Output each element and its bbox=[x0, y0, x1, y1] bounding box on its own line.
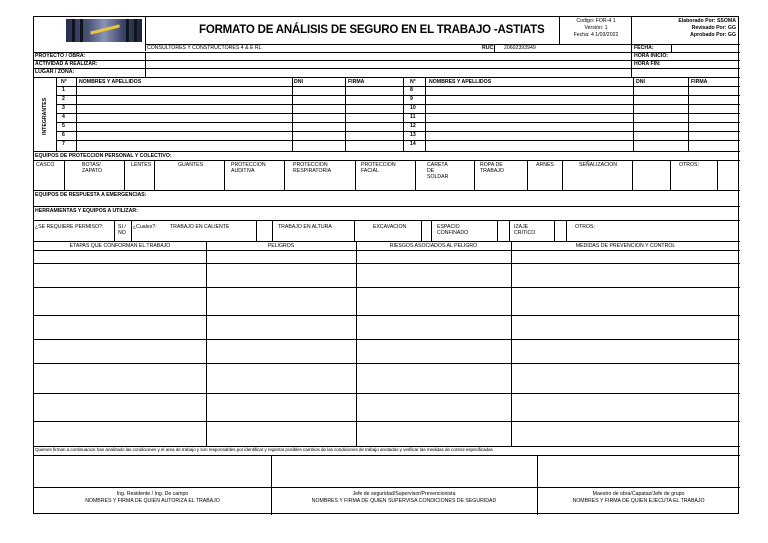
ppe-item: GUANTES bbox=[178, 162, 204, 168]
ppe-item: OTROS: bbox=[679, 162, 699, 168]
ppe-item: BOTAS/ ZAPATO bbox=[82, 162, 102, 174]
col-names-left: NOMBRES Y APELLIDOS bbox=[79, 79, 142, 85]
members-side-label: INTEGRANTES bbox=[42, 97, 48, 135]
permit-confined: ESPACIO CONFINADO bbox=[437, 224, 469, 236]
row-num: 8 bbox=[410, 87, 413, 93]
permit-excavation: EXCAVACION bbox=[373, 224, 407, 230]
row-num: 4 bbox=[62, 114, 65, 120]
ppe-title: EQUIPOS DE PROTECCION PERSONAL Y COLECTIVO: bbox=[35, 153, 172, 159]
ppe-item: PROTECCION AUDITIVA bbox=[231, 162, 266, 174]
permit-yes-no: SI / NO bbox=[118, 224, 126, 236]
row-num: 14 bbox=[410, 141, 416, 147]
form-version: Versión: 1 bbox=[584, 25, 608, 31]
row-num: 12 bbox=[410, 123, 416, 129]
col-sign-right: FIRMA bbox=[691, 79, 708, 85]
row-num: 3 bbox=[62, 105, 65, 111]
ats-form-sheet bbox=[33, 16, 739, 514]
row-num: 7 bbox=[62, 141, 65, 147]
col-measures: MEDIDAS DE PREVENCION Y CONTROL bbox=[575, 243, 676, 249]
made-by: Elaborado Por: SSOMA bbox=[678, 18, 736, 24]
col-names-right: NOMBRES Y APELLIDOS bbox=[429, 79, 492, 85]
sig3-caption: NOMBRES Y FIRMA DE QUIEN EJECUTA EL TRABAJO bbox=[572, 498, 705, 504]
row-num: 11 bbox=[410, 114, 416, 120]
tools-label: HERRAMIENTAS Y EQUIPOS A UTILIZAR: bbox=[35, 208, 138, 214]
col-hazards: PELIGROS bbox=[267, 243, 295, 249]
permit-others: OTROS: bbox=[575, 224, 595, 230]
project-label: PROYECTO / OBRA: bbox=[35, 53, 86, 59]
col-num-left: N° bbox=[61, 79, 67, 85]
ruc-label: RUC: bbox=[482, 45, 495, 51]
permit-which: ¿Cuales?: bbox=[133, 224, 157, 230]
ppe-item: PROTECCION RESPIRATORIA bbox=[293, 162, 332, 174]
ruc-value: 20602393949 bbox=[504, 45, 536, 51]
activity-label: ACTIVIDAD A REALIZAR: bbox=[35, 61, 98, 67]
ppe-item: ROPA DE TRABAJO bbox=[480, 162, 504, 174]
col-dni-left: DNI bbox=[294, 79, 303, 85]
end-time-label: HORA FIN: bbox=[634, 61, 661, 67]
ppe-item: SEÑALIZACION bbox=[579, 162, 618, 168]
reviewed-by: Revisado Por: GG bbox=[691, 25, 736, 31]
col-dni-right: DNI bbox=[636, 79, 645, 85]
row-num: 1 bbox=[62, 87, 65, 93]
ppe-item: LENTES bbox=[131, 162, 152, 168]
sig2-caption: NOMBRES Y FIRMA DE QUIEN SUPERVISA CONDICIONES DE SEGURIDAD bbox=[311, 498, 497, 504]
col-stages: ETAPAS QUE CONFORMAN EL TRABAJO bbox=[69, 243, 171, 249]
ppe-item: CASCO bbox=[36, 162, 55, 168]
permit-hot-work: TRABAJO EN CALIENTE bbox=[170, 224, 230, 230]
col-sign-left: FIRMA bbox=[348, 79, 365, 85]
permit-lifting: IZAJE CRITICO bbox=[514, 224, 536, 236]
place-label: LUGAR / ZONA: bbox=[35, 69, 75, 75]
row-num: 2 bbox=[62, 96, 65, 102]
form-title: FORMATO DE ANÁLISIS DE SEGURO EN EL TRABAJO -ASTIATS bbox=[199, 24, 545, 36]
company-name: CONSULTORES Y CONSTRUCTORES 4 & E RL bbox=[147, 45, 262, 51]
date-label: FECHA: bbox=[634, 45, 654, 51]
sig1-caption: NOMBRES Y FIRMA DE QUIEN AUTORIZA EL TRABAJO bbox=[85, 498, 220, 504]
form-date: Fecha: 4 1/03/2022 bbox=[573, 32, 619, 38]
ppe-item: CARETA DE SOLDAR bbox=[427, 162, 449, 180]
ppe-item: PROTECCION FACIAL bbox=[361, 162, 396, 174]
row-num: 10 bbox=[410, 105, 416, 111]
emergency-label: EQUIPOS DE RESPUESTA A EMERGENCIAS: bbox=[35, 192, 147, 198]
form-code: Codigo: FOR-4 1 bbox=[576, 18, 616, 24]
company-logo bbox=[66, 19, 142, 42]
row-num: 6 bbox=[62, 132, 65, 138]
col-risks: RIESGOS ASOCIADOS AL PELIGRO bbox=[389, 243, 478, 249]
approved-by: Aprobado Por: GG bbox=[690, 32, 736, 38]
row-num: 5 bbox=[62, 123, 65, 129]
start-time-label: HORA INICIO: bbox=[634, 53, 669, 59]
row-num: 13 bbox=[410, 132, 416, 138]
sig1-role: Ing. Residente / Ing. De campo bbox=[116, 491, 189, 497]
col-num-right: N° bbox=[410, 79, 416, 85]
sig2-role: Jefe de seguridad/Supervisor/Prevencionista bbox=[352, 491, 456, 497]
ppe-item: ARNES bbox=[536, 162, 554, 168]
row-num: 9 bbox=[410, 96, 413, 102]
permit-height-work: TRABAJO EN ALTURA bbox=[278, 224, 332, 230]
sig3-role: Maestro de obra/Capataz/Jefe de grupo bbox=[592, 491, 685, 497]
permit-question: ¿SE REQUIERE PERMISO?: bbox=[35, 224, 104, 230]
footer-note: Quienes firman a continuacion han analizado las condiciones y el area de trabajo y son responsables por identificar y registrar posibles cambios de las condiciones de trabajo anotadas y verificar las medidas de control especificadas bbox=[35, 447, 493, 452]
